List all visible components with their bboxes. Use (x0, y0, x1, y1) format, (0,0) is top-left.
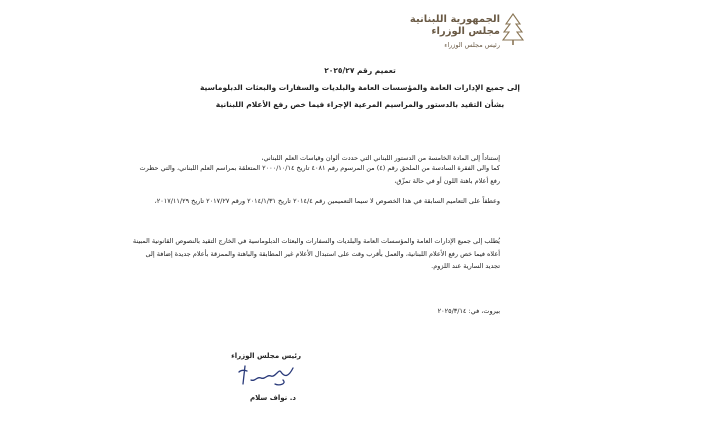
signer-title: رئيس مجلس الوزراء (231, 352, 301, 360)
circular-subject: بشأن التقيد بالدستور والمراسيم المرعية الإجراء فيما خص رفع الأعلام اللبنانية (215, 100, 505, 109)
circular-recipients: إلى جميع الإدارات العامة والمؤسسات العامة والبلديات والسفارات والبعثات الدبلوماسية (200, 83, 520, 92)
signature-icon (235, 362, 299, 390)
body-paragraph-4: يُطلب إلى جميع الإدارات العامة والمؤسسات العامة والبلديات والسفارات والبعثات الدبلوماسية في الخارج التقيد بالنصوص القانونية المبينة أعلاه فيما خص رفع الأعلام اللبنانية، والعمل بأقرب وقت على استبدال الأعلام غير المطابقة والباهتة والممزقة بأعلام جديدة إضافة إلى تجديد السارية عند اللزوم. (132, 237, 500, 270)
document-heading (160, 62, 560, 113)
circular-number: تعميم رقم ٢٠٢٥/٢٧ (324, 66, 396, 75)
letterhead-office: رئيس مجلس الوزراء (444, 41, 500, 49)
letterhead (350, 14, 500, 50)
signer-name: د. نواف سلام (249, 394, 296, 402)
letterhead-republic: الجمهورية اللبنانية (409, 14, 500, 25)
body-paragraph-3: وعطفاً على التعاميم السابقة في هذا الخصوص لا سيما التعميمين رقم ٢٠١٤/٤ تاريخ ٢٠١٤/١/٣١ ورقم ٢٠١٧/٢٧ تاريخ ٢٠١٧/١١/٢٩، (154, 197, 500, 205)
cedar-emblem-icon (502, 12, 524, 46)
body-paragraph-2: كما والى الفقرة السادسة من الملحق رقم (٤) من المرسوم رقم ٤٠٨١ تاريخ ٢٠٠٠/١٠/١٤ المتعلقة بمراسم العلم اللبناني، والتي حظرت رفع أعلام باهتة اللون أو في حالة تمزّق، (139, 164, 500, 185)
letterhead-council: مجلس الوزراء (431, 26, 500, 37)
date-line: بيروت، في: ٢٠٢٥/٣/١٤ (437, 307, 500, 315)
body-paragraph-1: إستناداً إلى المادة الخامسة من الدستور اللبناني التي حددت ألوان وقياسات العلم اللبناني، (261, 154, 500, 162)
